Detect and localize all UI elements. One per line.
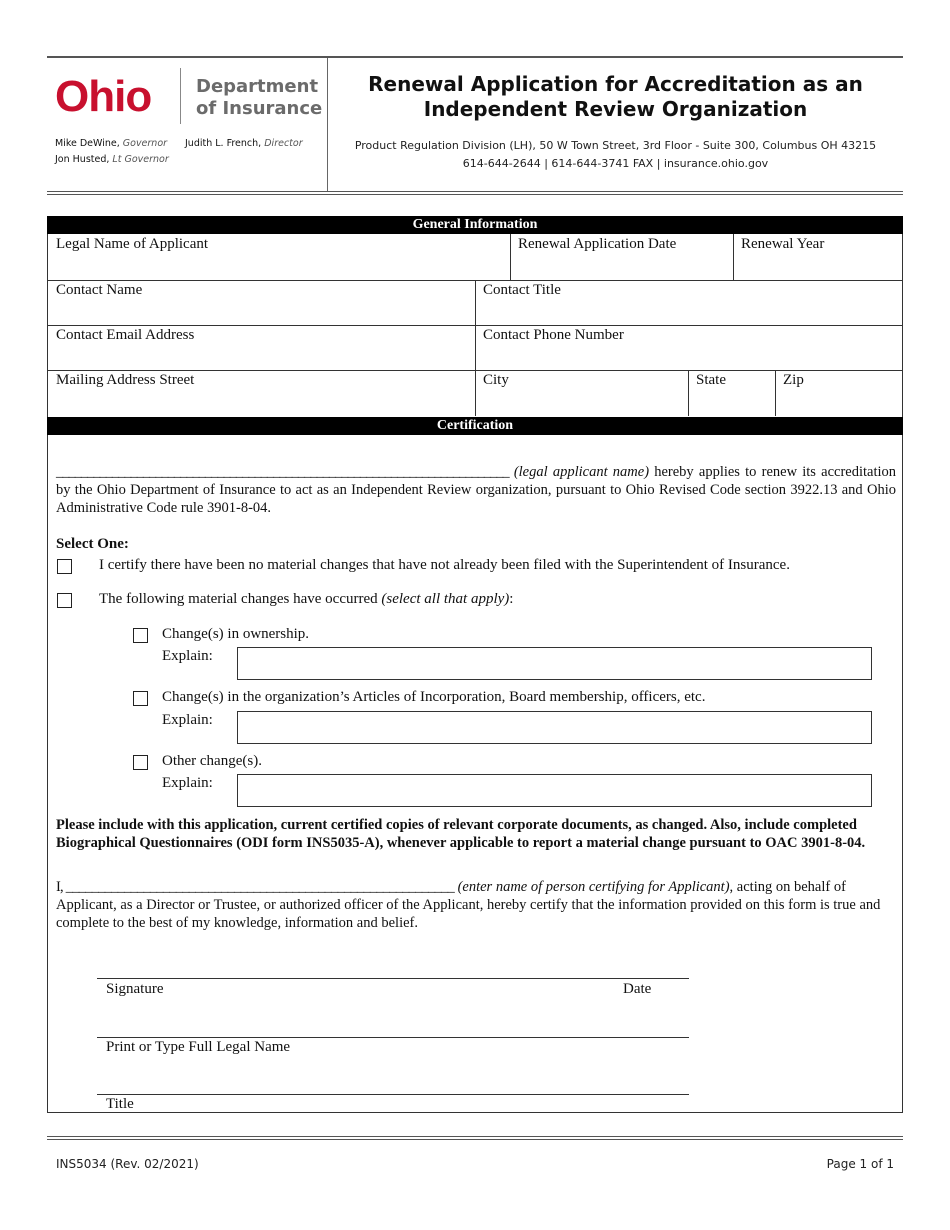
changes-occurred-suffix: :	[509, 591, 514, 607]
department-logo-text	[196, 76, 322, 120]
grid-line	[733, 234, 734, 280]
logo-divider	[180, 68, 181, 124]
print-name-line[interactable]	[97, 1037, 689, 1038]
footer-rule	[47, 1136, 903, 1137]
no-changes-label: I certify there have been no material changes that have not already been filed with the Superintendent of Insurance.	[99, 557, 790, 573]
articles-explain-label: Explain:	[162, 712, 213, 728]
logo-dept-line2: of Insurance	[196, 98, 323, 119]
print-name-label: Print or Type Full Legal Name	[106, 1039, 291, 1055]
header-bottom-rule-2	[47, 194, 903, 195]
other-change-label: Other change(s).	[162, 753, 262, 769]
grid-line	[475, 280, 476, 416]
logo-dept-line1: Department	[196, 76, 319, 97]
contact-phone-field[interactable]: Contact Phone Number	[483, 327, 624, 343]
other-explain-input[interactable]	[237, 774, 872, 807]
grid-line	[510, 234, 511, 280]
mailing-street-field[interactable]: Mailing Address Street	[56, 372, 195, 388]
title-label: Title	[106, 1096, 134, 1112]
ohio-logo: Ohio	[55, 72, 152, 121]
renewal-statement-tail: hereby applies to renew its	[654, 464, 816, 480]
grid-line	[688, 370, 689, 416]
zip-field[interactable]: Zip	[783, 372, 804, 388]
lt-governor-line	[55, 154, 169, 165]
ownership-explain-label: Explain:	[162, 648, 213, 664]
city-field[interactable]: City	[483, 372, 509, 388]
other-change-checkbox[interactable]	[133, 755, 148, 770]
renewal-date-field[interactable]: Renewal Application Date	[518, 236, 677, 252]
applicant-name-hint: (legal applicant name)	[513, 464, 650, 480]
governor-name: Mike DeWine,	[55, 138, 120, 149]
certifier-name-hint: (enter name of person certifying for Applicant)	[457, 879, 730, 895]
changes-occurred-hint: (select all that apply)	[381, 591, 510, 607]
no-changes-checkbox[interactable]	[57, 559, 72, 574]
renewal-statement-rest: accreditation by the Ohio Department of Insurance to act as an Independent Review organization, pursuant to Ohio Revised Code section 3922.13 and Ohio Administrative Code rule 3901-8-04.	[56, 464, 897, 516]
ownership-change-checkbox[interactable]	[133, 628, 148, 643]
articles-change-checkbox[interactable]	[133, 691, 148, 706]
changes-occurred-label	[99, 591, 513, 608]
contact-email-field[interactable]: Contact Email Address	[56, 327, 195, 343]
contact-name-field[interactable]: Contact Name	[56, 282, 143, 298]
footer-rule-2	[47, 1139, 903, 1140]
form-title-line2: Independent Review Organization	[423, 97, 808, 121]
applicant-name-blank[interactable]: _________________________________________________________________________	[56, 464, 509, 480]
ownership-change-label: Change(s) in ownership.	[162, 626, 310, 642]
form-title-line1: Renewal Application for Accreditation as an	[368, 72, 863, 96]
lt-governor-title: Lt Governor	[112, 154, 169, 165]
form-id: INS5034 (Rev. 02/2021)	[56, 1157, 199, 1171]
header-bottom-rule	[47, 191, 903, 192]
select-one-label: Select One:	[56, 536, 129, 552]
changes-occurred-checkbox[interactable]	[57, 593, 72, 608]
certification-statement-tail: , acting on behalf of Applicant, as a Director or Trustee, or authorized officer of the Applicant, hereby certify that the information provided on this form is true and complete to the best of my knowledge, information and belief.	[56, 879, 881, 931]
state-field[interactable]: State	[696, 372, 726, 388]
renewal-year-field[interactable]: Renewal Year	[741, 236, 825, 252]
contact-line: 614-644-2644 | 614-644-3741 FAX | insurance.ohio.gov	[462, 157, 769, 170]
certifier-name-blank[interactable]: I, ____________________________________________________________	[56, 879, 454, 895]
date-label: Date	[623, 981, 652, 997]
form-title	[328, 72, 903, 122]
governor-line	[55, 138, 167, 149]
contact-title-field[interactable]: Contact Title	[483, 282, 561, 298]
other-explain-label: Explain:	[162, 775, 213, 791]
ownership-explain-input[interactable]	[237, 647, 872, 680]
director-name: Judith L. French,	[185, 138, 262, 149]
signature-label: Signature	[106, 981, 164, 997]
articles-change-label: Change(s) in the organization’s Articles of Incorporation, Board membership, officers, etc.	[162, 689, 706, 705]
changes-occurred-prefix: The following material changes have occurred	[99, 591, 378, 607]
grid-line	[775, 370, 776, 416]
renewal-statement	[56, 463, 896, 517]
header-top-rule	[47, 56, 903, 58]
certification-statement	[56, 878, 896, 932]
grid-line	[47, 325, 903, 326]
certification-heading: Certification	[47, 417, 903, 435]
signature-line[interactable]	[97, 978, 689, 979]
articles-explain-input[interactable]	[237, 711, 872, 744]
documents-notice: Please include with this application, current certified copies of relevant corporate documents, as changed. Also, include completed Biographical Questionnaires (ODI form INS5035-A), whenever applicable to report a material change pursuant to OAC 3901-8-04.	[56, 817, 866, 851]
director-line	[185, 138, 303, 149]
title-line[interactable]	[97, 1094, 689, 1095]
governor-title: Governor	[122, 138, 168, 149]
division-address: Product Regulation Division (LH), 50 W Town Street, 3rd Floor - Suite 300, Columbus OH 43215	[354, 139, 877, 152]
lt-governor-name: Jon Husted,	[55, 154, 110, 165]
page-number: Page 1 of 1	[826, 1157, 894, 1171]
director-title: Director	[264, 138, 303, 149]
legal-name-field[interactable]: Legal Name of Applicant	[56, 236, 209, 252]
general-information-heading: General Information	[47, 216, 903, 234]
